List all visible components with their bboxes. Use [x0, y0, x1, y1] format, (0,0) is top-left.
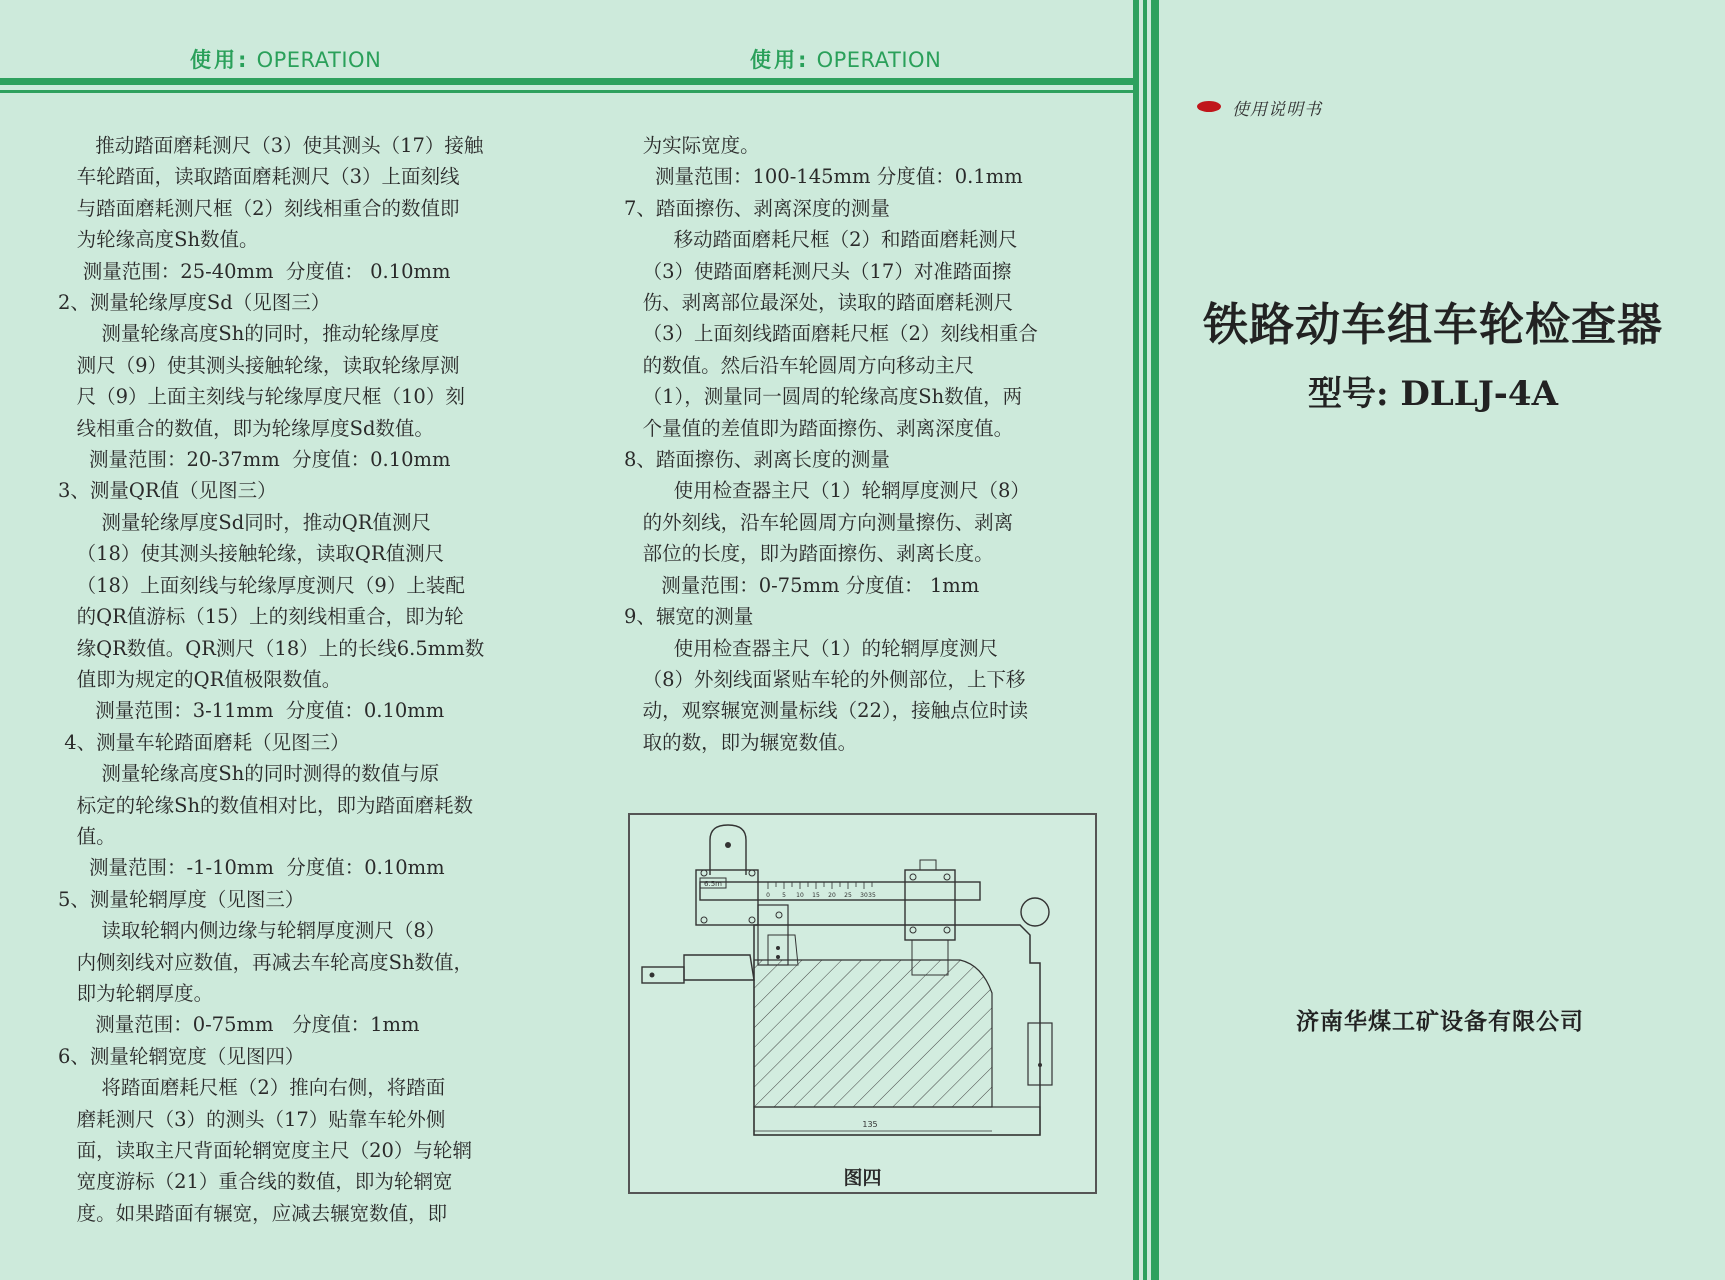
text-line: 缘QR数值。QR测尺（18）上的长线6.5mm数: [58, 636, 485, 660]
ruler-number: 25: [844, 892, 852, 899]
ruler-number: 20: [828, 892, 836, 899]
text-line: 取的数，即为辗宽数值。: [624, 730, 858, 754]
figure-4: [628, 813, 1097, 1194]
text-line: 部位的长度，即为踏面擦伤、剥离长度。: [624, 542, 994, 566]
text-line: 的数值。然后沿车轮圆周方向移动主尺: [624, 353, 975, 377]
text-line: （1），测量同一圆周的轮缘高度Sh数值，两: [624, 385, 1023, 409]
ruler-number: 15: [812, 892, 820, 899]
text-line: 移动踏面磨耗尺框（2）和踏面磨耗测尺: [624, 228, 1018, 252]
text-line: 线相重合的数值，即为轮缘厚度Sd数值。: [58, 416, 434, 440]
section-heading: 5、测量轮辋厚度（见图三）: [58, 887, 305, 911]
product-title: 铁路动车组车轮检查器: [1202, 298, 1663, 351]
section-heading: 7、踏面擦伤、剥离深度的测量: [624, 196, 890, 220]
text-line: 测量范围：0-75mm 分度值：1mm: [58, 1013, 420, 1037]
text-line: 值即为规定的QR值极限数值。: [58, 667, 342, 691]
text-line: 使用检查器主尺（1）的轮辋厚度测尺: [624, 636, 998, 660]
ruler-number: 30: [860, 892, 868, 899]
model-number: 型号: DLLJ-4A: [1308, 374, 1558, 414]
text-line: （3）上面刻线踏面磨耗尺框（2）刻线相重合: [624, 322, 1038, 346]
text-line: 读取轮辋内侧边缘与轮辋厚度测尺（8）: [58, 919, 446, 943]
text-line: （8）外刻线面紧贴车轮的外侧部位，上下移: [624, 667, 1026, 691]
text-line: 面，读取主尺背面轮辋宽度主尺（20）与轮辋: [58, 1139, 472, 1162]
spine-stripe-1: [1133, 0, 1139, 1280]
dimension-label: 135: [862, 1120, 878, 1129]
section-heading: 6、测量轮辋宽度（见图四）: [58, 1044, 305, 1068]
text-line: 伤、剥离部位最深处，读取的踏面磨耗测尺: [624, 291, 1014, 315]
text-line: 推动踏面磨耗测尺（3）使其测头（17）接触: [58, 134, 484, 157]
text-line: 测量范围：0-75mm 分度值： 1mm: [624, 573, 980, 597]
text-line: 为轮缘高度Sh数值。: [58, 228, 259, 252]
figure-caption: 图四: [843, 1167, 882, 1189]
text-line: 为实际宽度。: [624, 134, 760, 157]
text-line: 内侧刻线对应数值，再减去车轮高度Sh数值，: [58, 950, 474, 974]
header-left-en: OPERATION: [256, 48, 382, 72]
ruler-scale-numbers: [766, 892, 876, 899]
header-rule-thick: [0, 78, 1133, 85]
section-heading: 4、测量车轮踏面磨耗（见图三）: [58, 730, 350, 754]
wheel-gauge-drawing: [630, 815, 1095, 1192]
text-line: 使用检查器主尺（1）轮辋厚度测尺（8）: [624, 479, 1030, 503]
text-line: 测量轮缘高度Sh的同时测得的数值与原: [58, 762, 440, 786]
text-line: 测量范围：20-37mm 分度值：0.10mm: [58, 448, 451, 472]
spine-stripe-2: [1143, 0, 1147, 1280]
header-rule-thin: [0, 90, 1133, 93]
left-column-text: [58, 130, 538, 1229]
text-line: 测量范围：-1-10mm 分度值：0.10mm: [58, 856, 445, 880]
text-line: 车轮踏面，读取踏面磨耗测尺（3）上面刻线: [58, 165, 460, 189]
text-line: 磨耗测尺（3）的测头（17）贴靠车轮外侧: [58, 1107, 446, 1131]
text-line: （3）使踏面磨耗测尺头（17）对准踏面擦: [624, 259, 1012, 283]
spine-stripe-3: [1151, 0, 1159, 1280]
text-line: 即为轮辋厚度。: [58, 981, 214, 1005]
text-line: 的外刻线，沿车轮圆周方向测量擦伤、剥离: [624, 510, 1014, 534]
red-dot-icon: [1197, 101, 1221, 112]
header-left-zh: 使用:: [190, 48, 250, 72]
brand-label: 使用说明书: [1232, 100, 1322, 120]
text-line: 将踏面磨耗尺框（2）推向右侧，将踏面: [58, 1076, 446, 1100]
qr-mark-label: 6.5m: [704, 880, 722, 888]
section-heading: 9、辗宽的测量: [624, 605, 754, 629]
text-line: 与踏面磨耗测尺框（2）刻线相重合的数值即: [58, 196, 460, 220]
text-line: 动，观察辗宽测量标线（22），接触点位时读: [624, 699, 1029, 723]
text-line: 测量范围：3-11mm 分度值：0.10mm: [58, 699, 445, 723]
text-line: 测尺（9）使其测头接触轮缘，读取轮缘厚测: [58, 353, 460, 377]
section-heading: 3、测量QR值（见图三）: [58, 479, 277, 503]
header-left: [190, 44, 381, 74]
text-line: 测量轮缘厚度Sd同时，推动QR值测尺: [58, 510, 431, 534]
ruler-number: 10: [796, 892, 804, 899]
text-line: （18）上面刻线与轮缘厚度测尺（9）上装配: [58, 573, 465, 597]
text-line: 宽度游标（21）重合线的数值，即为轮辋宽: [58, 1170, 453, 1194]
text-line: 的QR值游标（15）上的刻线相重合，即为轮: [58, 605, 464, 629]
text-line: 标定的轮缘Sh的数值相对比，即为踏面磨耗数: [58, 793, 474, 817]
text-line: 测量范围：25-40mm 分度值： 0.10mm: [58, 259, 451, 283]
ruler-number: 5: [782, 892, 786, 899]
text-line: 值。: [58, 824, 116, 848]
text-line: 测量轮缘高度Sh的同时，推动轮缘厚度: [58, 322, 440, 346]
header-mid-en: OPERATION: [816, 48, 942, 72]
section-heading: 2、测量轮缘厚度Sd（见图三）: [58, 291, 331, 315]
ruler-number: 0: [766, 892, 770, 899]
text-line: 度。如果踏面有辗宽，应减去辗宽数值，即: [58, 1201, 448, 1225]
section-heading: 8、踏面擦伤、剥离长度的测量: [624, 448, 890, 472]
company-name: 济南华煤工矿设备有限公司: [1296, 1008, 1584, 1035]
text-line: 测量范围：100-145mm 分度值：0.1mm: [624, 165, 1023, 189]
text-line: （18）使其测头接触轮缘，读取QR值测尺: [58, 542, 445, 566]
header-mid-zh: 使用:: [750, 48, 810, 72]
text-line: 尺（9）上面主刻线与轮缘厚度尺框（10）刻: [58, 385, 465, 409]
header-mid: [750, 44, 941, 74]
text-line: 个量值的差值即为踏面擦伤、剥离深度值。: [624, 416, 1014, 440]
ruler-number: 35: [868, 892, 876, 899]
middle-column-text: [624, 130, 1104, 758]
